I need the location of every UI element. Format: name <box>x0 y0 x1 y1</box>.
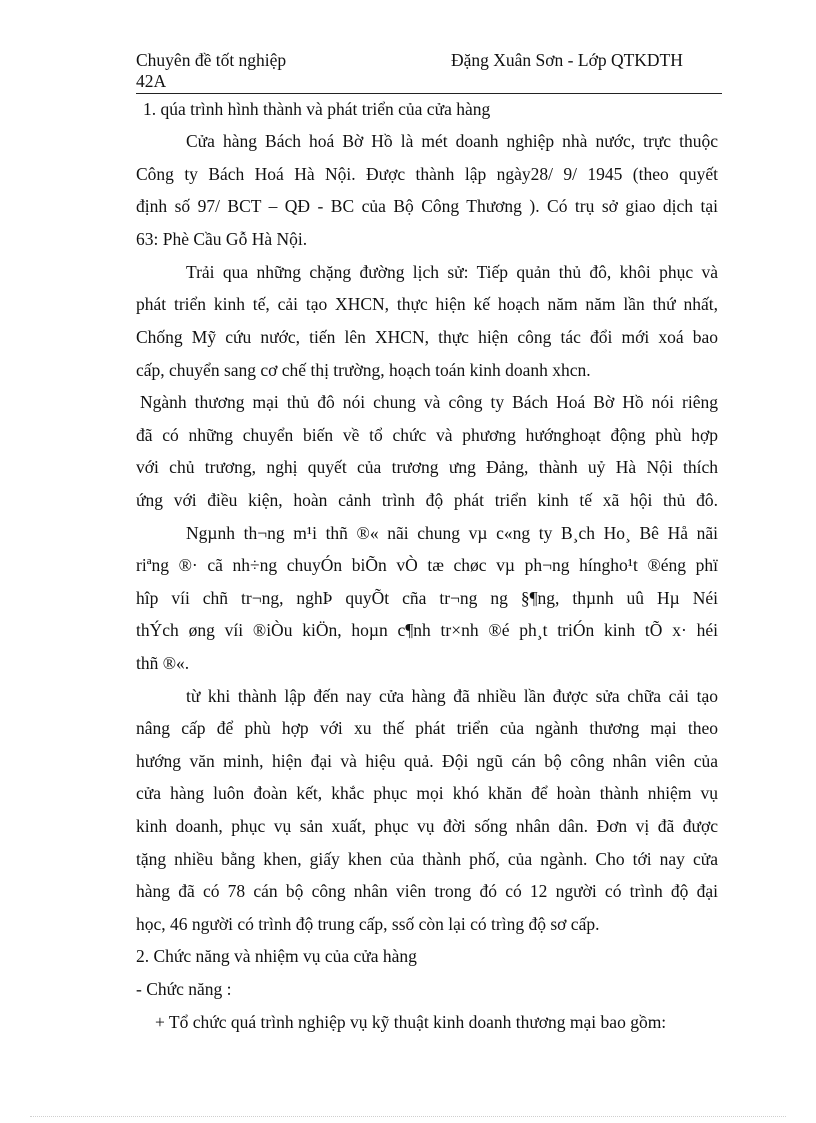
paragraph-line: Ngµnh th¬ng m¹i thñ ®« nãi chung vµ c«ng ty B¸ch Ho¸ Bê Hå nãi <box>186 523 718 543</box>
section-heading-2: 2. Chức năng và nhiệm vụ của cửa hàng <box>136 946 417 966</box>
paragraph-line: Chống Mỹ cứu nước, tiến lên XHCN, thực hiện công tác đổi mới xoá bao <box>136 327 718 347</box>
paragraph-line: phát triển kinh tế, cải tạo XHCN, thực hiện kế hoạch năm năm lần thứ nhất, <box>136 294 718 314</box>
paragraph-line: cấp, chuyển sang cơ chế thị trường, hoạch toán kinh doanh xhcn. <box>136 360 591 380</box>
subsection-heading: - Chức năng : <box>136 979 232 999</box>
header-divider <box>136 93 722 94</box>
paragraph-line: hîp víi chñ tr¬ng, nghÞ quyÕt cña tr¬ng ng §¶ng, thµnh uû Hµ Néi <box>136 588 718 608</box>
paragraph-line: Cửa hàng Bách hoá Bờ Hồ là mét doanh nghiệp nhà nước, trực thuộc <box>186 131 718 151</box>
paragraph-line: kinh doanh, phục vụ sản xuất, phục vụ đời sống nhân dân. Đơn vị đã được <box>136 816 718 836</box>
page-bottom-border <box>30 1116 786 1117</box>
paragraph-line: hàng đã có 78 cán bộ công nhân viên trong đó có 12 người có trình độ đại <box>136 881 718 901</box>
paragraph-line: định số 97/ BCT – QĐ - BC của Bộ Công Thương ). Có trụ sở giao dịch tại <box>136 196 718 216</box>
paragraph-line: nâng cấp để phù hợp với xu thế phát triển của ngành thương mại theo <box>136 718 718 738</box>
section-heading-1: 1. qúa trình hình thành và phát triển của cửa hàng <box>143 99 491 119</box>
paragraph-line: ứng với điều kiện, hoàn cảnh trình độ phát triển kinh tế xã hội thủ đô. <box>136 490 718 510</box>
header-author: Đặng Xuân Sơn - Lớp QTKDTH <box>451 50 683 70</box>
header-title-left-continued: 42A <box>136 71 167 91</box>
paragraph-line: Trải qua những chặng đường lịch sử: Tiếp quản thủ đô, khôi phục và <box>186 262 718 282</box>
paragraph-line: Công ty Bách Hoá Hà Nội. Được thành lập ngày28/ 9/ 1945 (theo quyết <box>136 164 718 184</box>
paragraph-line: với chủ trương, nghị quyết của trương ưng Đảng, thành uỷ Hà Nội thích <box>136 457 718 477</box>
paragraph-line: học, 46 người có trình độ trung cấp, ssố còn lại có trìng độ sơ cấp. <box>136 914 600 934</box>
paragraph-line: cửa hàng luôn đoàn kết, khắc phục mọi khó khăn để hoàn thành nhiệm vụ <box>136 783 718 803</box>
paragraph-line: đã có những chuyển biến về tổ chức và phương hướnghoạt động phù hợp <box>136 425 718 445</box>
paragraph-line: riªng ®· cã nh÷ng chuyÓn biÕn vÒ tæ chøc vµ ph¬ng híngho¹t ®éng phï <box>136 555 718 575</box>
header-title-left: Chuyên đề tốt nghiệp <box>136 50 287 70</box>
paragraph-line: 63: Phè Cầu Gỗ Hà Nội. <box>136 229 308 249</box>
paragraph-line: tặng nhiều bằng khen, giấy khen của thành phố, của ngành. Cho tới nay cửa <box>136 849 718 869</box>
paragraph-line: thñ ®«. <box>136 653 190 673</box>
paragraph-line: Ngành thương mại thủ đô nói chung và công ty Bách Hoá Bờ Hồ nói riêng <box>140 392 718 412</box>
paragraph-line: thÝch øng víi ®iÒu kiÖn, hoµn c¶nh tr×nh ®é ph¸t triÓn kinh tÕ x· héi <box>136 620 718 640</box>
paragraph-line: hướng văn minh, hiện đại và hiệu quả. Đội ngũ cán bộ công nhân viên của <box>136 751 718 771</box>
list-item: + Tổ chức quá trình nghiệp vụ kỹ thuật kinh doanh thương mại bao gồm: <box>155 1012 667 1032</box>
paragraph-line: từ khi thành lập đến nay cửa hàng đã nhiều lần được sửa chữa cải tạo <box>186 686 718 706</box>
